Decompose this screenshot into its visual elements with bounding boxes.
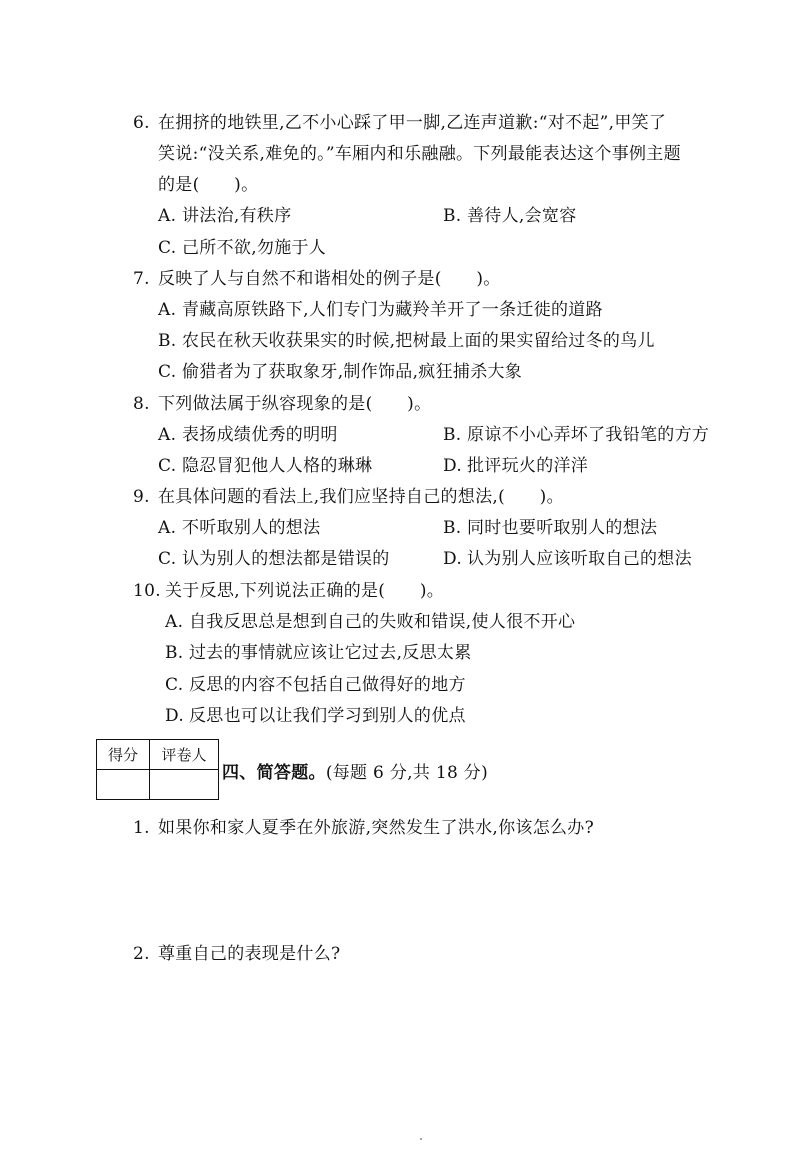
option-9d: D. 认为别人应该听取自己的想法 [443,549,692,569]
option-6b: B. 善待人,会宽容 [443,206,577,226]
question-number: 10. [133,581,161,601]
option-7a: A. 青藏高原铁路下,人们专门为藏羚羊开了一条迁徙的道路 [158,300,603,320]
question-7-stem: 7. 反映了人与自然不和谐相处的例子是( )。 [133,269,501,289]
option-10b: B. 过去的事情就应该让它过去,反思太累 [165,643,472,663]
option-8a: A. 表扬成绩优秀的明明 [158,425,338,445]
question-number: 2. [133,944,150,964]
question-8-stem: 8. 下列做法属于纵容现象的是( )。 [133,394,432,414]
option-10d: D. 反思也可以让我们学习到别人的优点 [165,706,466,726]
question-number: 8. [133,394,150,414]
option-8d: D. 批评玩火的洋洋 [443,456,589,476]
question-stem: 在拥挤的地铁里,乙不小心踩了甲一脚,乙连声道歉:“对不起”,甲笑了 [158,113,667,133]
grader-label: 评卷人 [150,740,219,770]
question-number: 6. [133,113,150,133]
question-number: 7. [133,269,150,289]
option-10a: A. 自我反思总是想到自己的失败和错误,使人很不开心 [165,612,576,632]
option-6c: C. 己所不欲,勿施于人 [158,238,327,258]
question-6-line-3: 的是( )。 [158,175,259,195]
grader-cell [150,770,219,800]
score-label: 得分 [97,740,150,770]
question-number: 1. [133,818,150,838]
option-7c: C. 偷猎者为了获取象牙,制作饰品,疯狂捕杀大象 [158,362,523,382]
section-title: 四、简答题。 [222,763,326,783]
option-8c: C. 隐忍冒犯他人人格的琳琳 [158,456,373,476]
short-answer-1: 1. 如果你和家人夏季在外旅游,突然发生了洪水,你该怎么办? [133,818,595,838]
option-6a: A. 讲法治,有秩序 [158,206,292,226]
question-9-stem: 9. 在具体问题的看法上,我们应坚持自己的想法,( )。 [133,487,564,507]
option-8b: B. 原谅不小心弄坏了我铅笔的方方 [443,425,710,445]
page-dot [420,1138,422,1140]
short-answer-2: 2. 尊重自己的表现是什么? [133,944,341,964]
option-9c: C. 认为别人的想法都是错误的 [158,549,390,569]
section-note: (每题 6 分,共 18 分) [325,763,489,783]
question-number: 9. [133,487,150,507]
option-9b: B. 同时也要听取别人的想法 [443,518,658,538]
option-9a: A. 不听取别人的想法 [158,518,321,538]
section-heading [222,762,488,784]
score-table [96,739,219,800]
question-6-line-2: 笑说:“没关系,难免的。”车厢内和乐融融。下列最能表达这个事例主题 [158,144,681,164]
option-10c: C. 反思的内容不包括自己做得好的地方 [165,675,466,695]
score-cell [97,770,150,800]
option-7b: B. 农民在秋天收获果实的时候,把树最上面的果实留给过冬的鸟儿 [158,331,655,351]
question-10-stem: 10. 关于反思,下列说法正确的是( )。 [133,581,445,601]
question-6-line-1 [133,112,666,134]
